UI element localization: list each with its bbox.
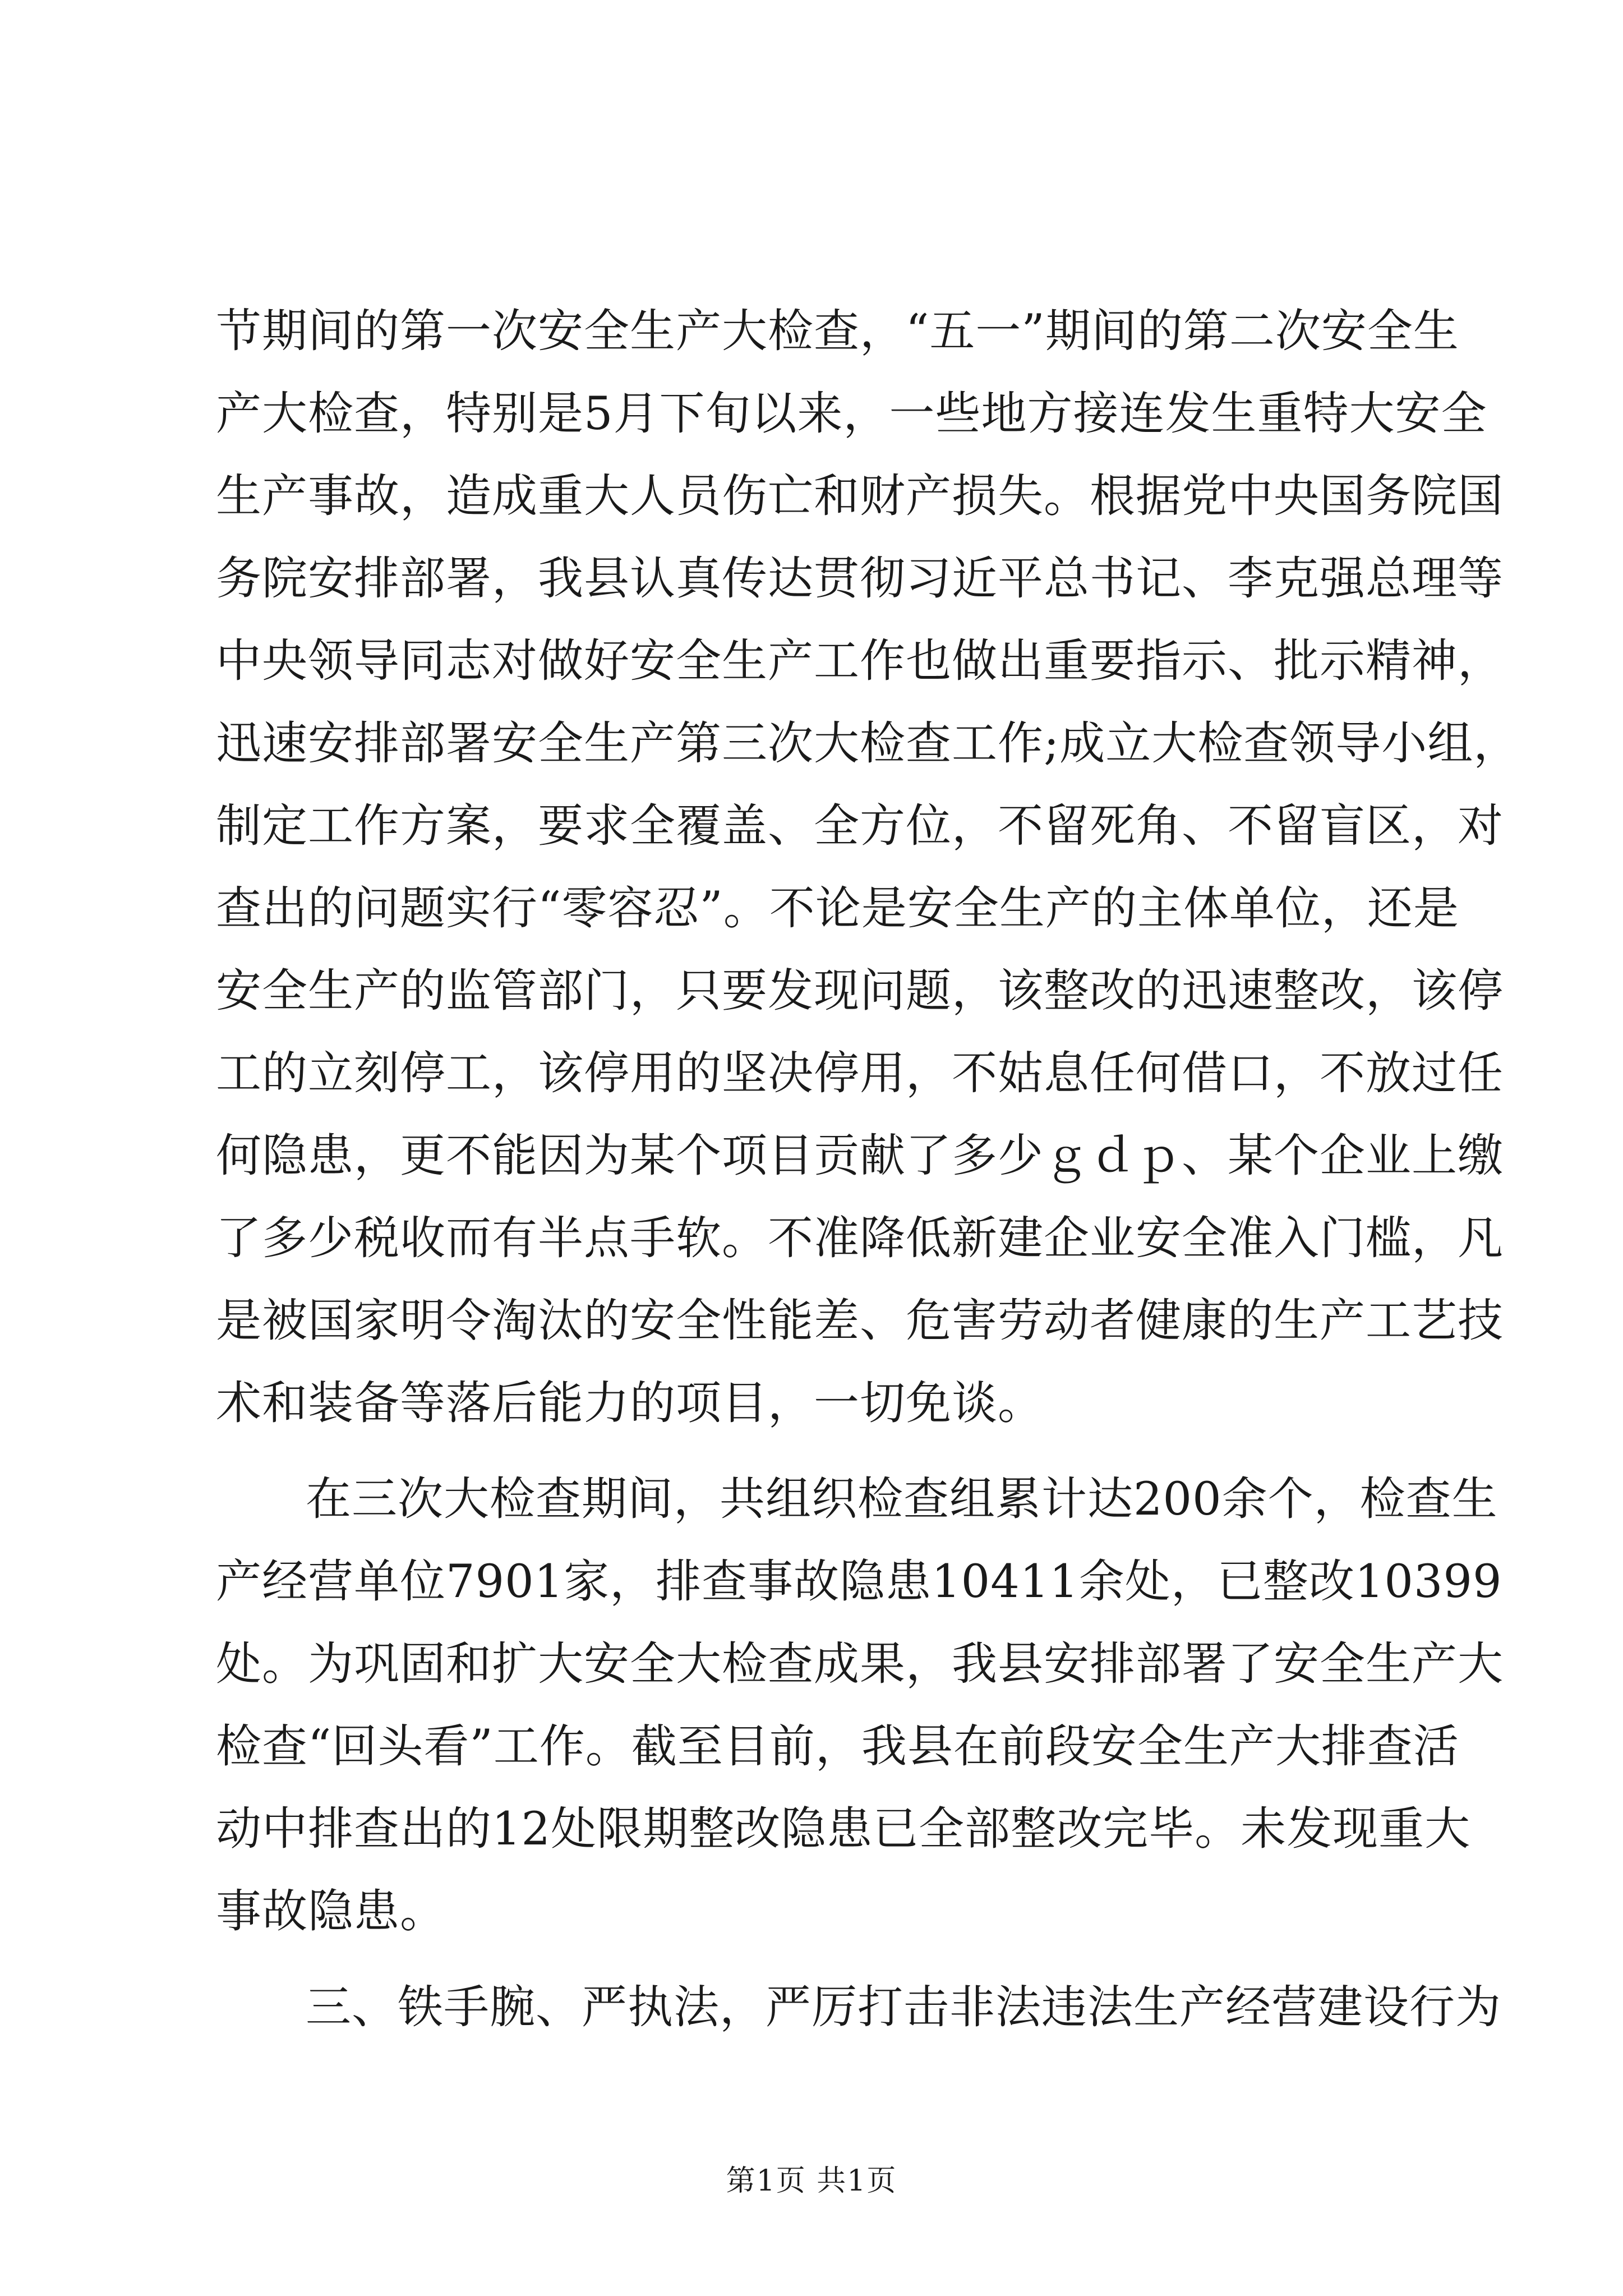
text-line: 迅速安排部署安全生产第三次大检查工作;成立大检查领导小组， xyxy=(216,717,1520,770)
paragraph-2 xyxy=(216,1458,1504,1953)
text-line: 是被国家明令淘汰的安全性能差、危害劳动者健康的生产工艺技 xyxy=(216,1295,1504,1347)
page-footer xyxy=(0,2157,1623,2199)
text-line: 了多少税收而有半点手软。不准降低新建企业安全准入门槛，凡 xyxy=(216,1212,1504,1265)
text-line: 工的立刻停工，该停用的坚决停用，不姑息任何借口，不放过任 xyxy=(216,1047,1504,1100)
document-body xyxy=(216,291,1520,2049)
text-line: 何隐患，更不能因为某个项目贡献了多少ｇｄｐ、某个企业上缴 xyxy=(216,1130,1504,1182)
section-heading xyxy=(216,1967,1502,2049)
paragraph-1 xyxy=(216,291,1520,1445)
text-line: 三、铁手腕、严执法，严厉打击非法违法生产经营建设行为 xyxy=(306,1981,1502,2034)
text-line: 术和装备等落后能力的项目，一切免谈。 xyxy=(216,1377,1044,1430)
text-line: 事故隐患。 xyxy=(216,1885,446,1938)
text-line: 动中排查出的12处限期整改隐患已全部整改完毕。未发现重大 xyxy=(216,1803,1471,1856)
text-line: 节期间的第一次安全生产大检查，“五一”期间的第二次安全生 xyxy=(216,305,1459,358)
text-line: 务院安排部署，我县认真传达贯彻习近平总书记、李克强总理等 xyxy=(216,553,1504,605)
text-line: 产大检查，特别是5月下旬以来，一些地方接连发生重特大安全 xyxy=(216,388,1487,440)
text-line: 制定工作方案，要求全覆盖、全方位，不留死角、不留盲区，对 xyxy=(216,800,1504,853)
text-line: 处。为巩固和扩大安全大检查成果，我县安排部署了安全生产大 xyxy=(216,1638,1504,1691)
paragraph-spacer xyxy=(216,1445,1427,1458)
text-line: 在三次大检查期间，共组织检查组累计达200余个，检查生 xyxy=(306,1473,1498,1526)
paragraph-spacer xyxy=(216,1953,1427,1967)
page-number-label: 第1页 共1页 xyxy=(726,2164,897,2198)
text-line: 产经营单位7901家，排查事故隐患10411余处，已整改10399 xyxy=(216,1556,1502,1608)
text-line: 安全生产的监管部门，只要发现问题，该整改的迅速整改，该停 xyxy=(216,965,1504,1018)
text-line: 检查“回头看”工作。截至目前，我县在前段安全生产大排查活 xyxy=(216,1720,1459,1773)
text-line: 生产事故，造成重大人员伤亡和财产损失。根据党中央国务院国 xyxy=(216,470,1504,523)
text-line: 中央领导同志对做好安全生产工作也做出重要指示、批示精神， xyxy=(216,635,1504,688)
text-line: 查出的问题实行“零容忍”。不论是安全生产的主体单位，还是 xyxy=(216,882,1459,935)
